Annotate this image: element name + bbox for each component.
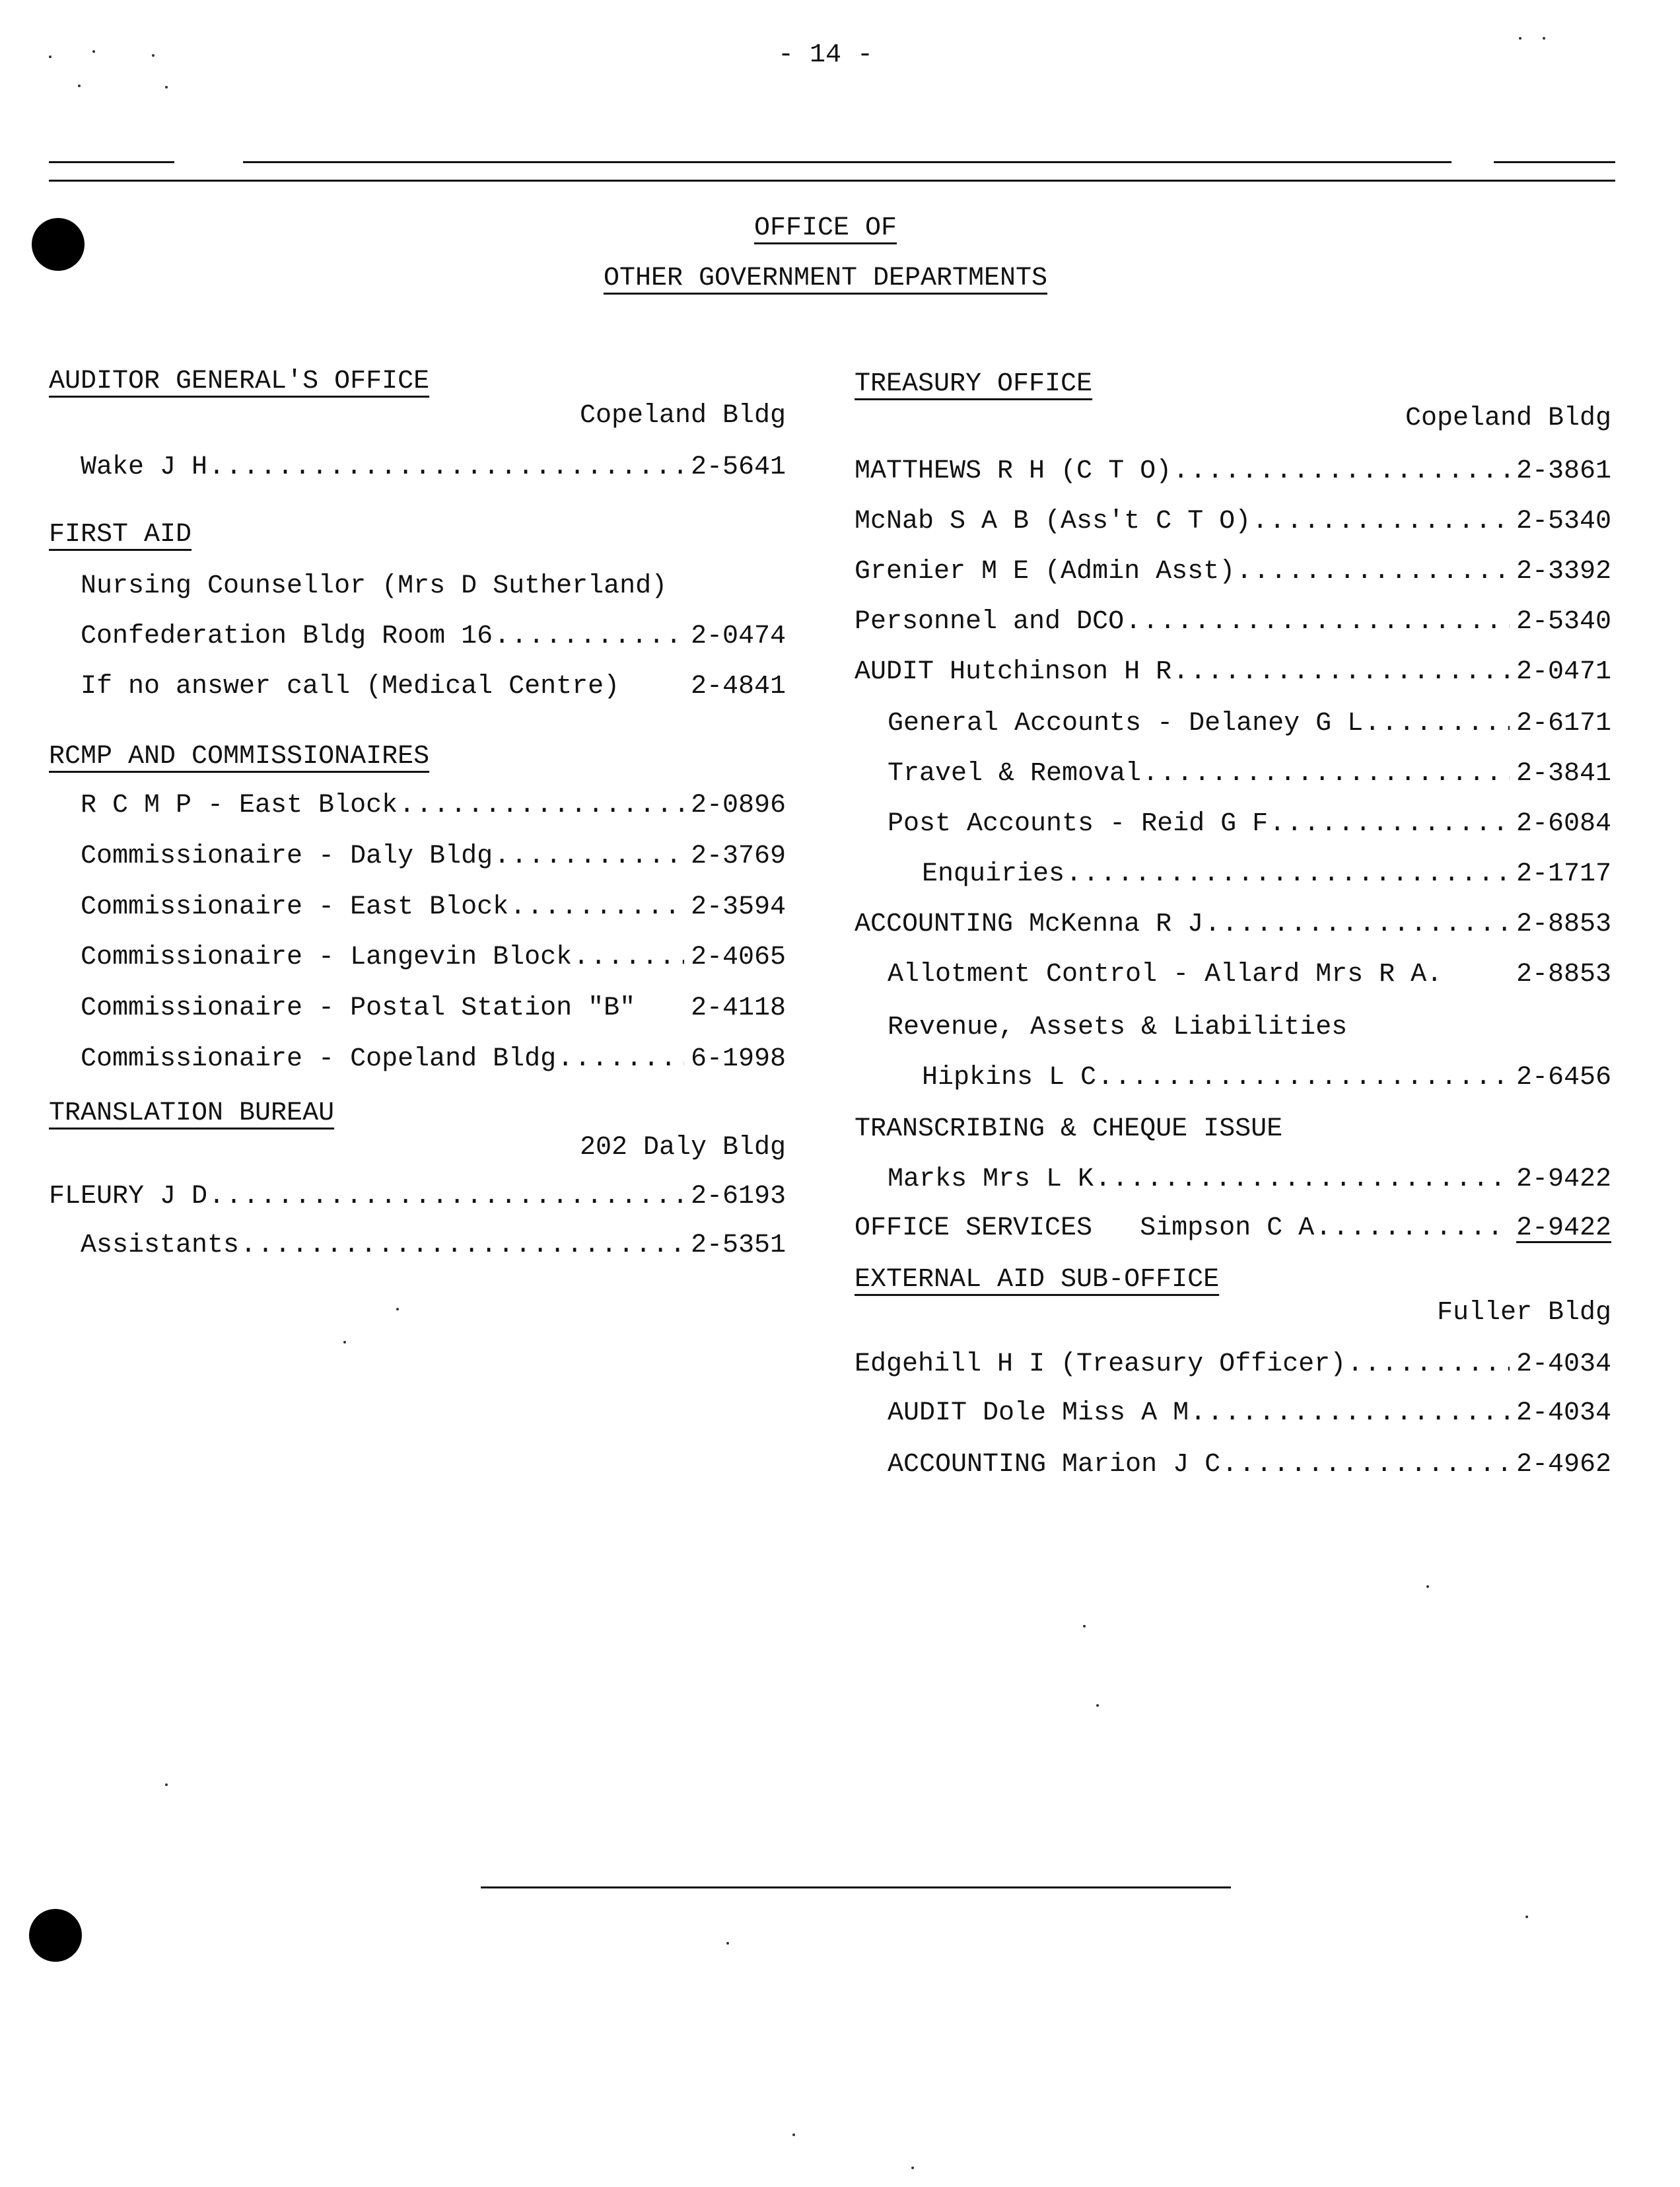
directory-entry: Commissionaire - Langevin Block ..... 2-4065 xyxy=(81,945,786,974)
directory-entry: Marks Mrs L K ..... 2-9422 xyxy=(888,1166,1611,1196)
section-heading-first-aid: FIRST AID xyxy=(49,520,192,550)
directory-entry: ACCOUNTING Marion J C ..... 2-4962 xyxy=(888,1452,1611,1481)
top-rule-segment-left xyxy=(49,161,174,163)
transcribing-cheque-issue-line: TRANSCRIBING & CHEQUE ISSUE xyxy=(855,1114,1283,1144)
directory-entry: Travel & Removal ..... 2-3841 xyxy=(888,761,1611,790)
directory-entry: Commissionaire - Postal Station "B" 2-4118 xyxy=(81,995,786,1023)
directory-entry: ACCOUNTING McKenna R J ..... 2-8853 xyxy=(855,912,1611,941)
translation-building: 202 Daly Bldg xyxy=(579,1133,786,1163)
title-other-government-departments: OTHER GOVERNMENT DEPARTMENTS xyxy=(603,264,1048,293)
directory-entry: Hipkins L C ..... 2-6456 xyxy=(922,1065,1611,1094)
section-heading-auditor-general: AUDITOR GENERAL'S OFFICE xyxy=(49,367,430,396)
directory-entry: Commissionaire - East Block ..... 2-3594 xyxy=(81,894,786,923)
section-heading-external-aid: EXTERNAL AID SUB-OFFICE xyxy=(855,1265,1220,1295)
top-rule-segment-right xyxy=(1494,161,1615,163)
top-rule-segment-middle xyxy=(243,161,1452,163)
directory-entry: Edgehill H I (Treasury Officer) ..... 2-4034 xyxy=(855,1351,1611,1380)
directory-entry: McNab S A B (Ass't C T O) ..... 2-5340 xyxy=(855,509,1611,538)
directory-entry: Personnel and DCO ..... 2-5340 xyxy=(855,609,1611,638)
directory-entry: OFFICE SERVICES Simpson C A ..... 2-9422 xyxy=(855,1215,1611,1252)
section-heading-rcmp: RCMP AND COMMISSIONAIRES xyxy=(49,742,430,771)
page-title-line2 xyxy=(0,266,1651,292)
directory-entry: Allotment Control - Allard Mrs R A. 2-8853 xyxy=(888,962,1611,989)
directory-entry: Commissionaire - Daly Bldg ..... 2-3769 xyxy=(81,843,786,873)
page-number: - 14 - xyxy=(777,40,874,70)
directory-entry: Enquiries ..... 2-1717 xyxy=(922,861,1611,890)
title-office-of: OFFICE OF xyxy=(753,213,897,243)
top-rule-full xyxy=(49,180,1615,182)
directory-entry: MATTHEWS R H (C T O) ..... 2-3861 xyxy=(855,458,1611,487)
directory-entry: AUDIT Hutchinson H R ..... 2-0471 xyxy=(855,659,1611,688)
bottom-rule xyxy=(481,1886,1231,1888)
auditor-building: Copeland Bldg xyxy=(579,401,786,431)
external-aid-building: Fuller Bldg xyxy=(1436,1298,1611,1328)
directory-entry: If no answer call (Medical Centre) 2-4841 xyxy=(81,674,786,701)
directory-entry: R C M P - East Block ..... 2-0896 xyxy=(81,793,786,822)
directory-entry: Wake J H ..... 2-5641 xyxy=(81,454,786,484)
directory-entry: Assistants ..... 2-5351 xyxy=(81,1233,786,1262)
directory-entry: Post Accounts - Reid G F ..... 2-6084 xyxy=(888,811,1611,840)
page-title-line1 xyxy=(0,215,1651,242)
directory-entry: AUDIT Dole Miss A M ..... 2-4034 xyxy=(888,1400,1611,1429)
directory-entry: Commissionaire - Copeland Bldg ..... 6-1998 xyxy=(81,1046,786,1075)
directory-entry: General Accounts - Delaney G L ..... 2-6171 xyxy=(888,711,1611,740)
directory-entry: Confederation Bldg Room 16 ..... 2-0474 xyxy=(81,624,786,653)
section-heading-treasury-office: TREASURY OFFICE xyxy=(855,369,1093,399)
revenue-assets-liabilities-line: Revenue, Assets & Liabilities xyxy=(888,1013,1348,1042)
first-aid-counsellor: Nursing Counsellor (Mrs D Sutherland) xyxy=(81,571,668,601)
punch-hole-bottom xyxy=(29,1909,82,1962)
directory-entry: Grenier M E (Admin Asst) ..... 2-3392 xyxy=(855,559,1611,588)
section-heading-translation-bureau: TRANSLATION BUREAU xyxy=(49,1098,335,1128)
treasury-building: Copeland Bldg xyxy=(1405,404,1611,433)
directory-entry: FLEURY J D ..... 2-6193 xyxy=(49,1184,786,1213)
